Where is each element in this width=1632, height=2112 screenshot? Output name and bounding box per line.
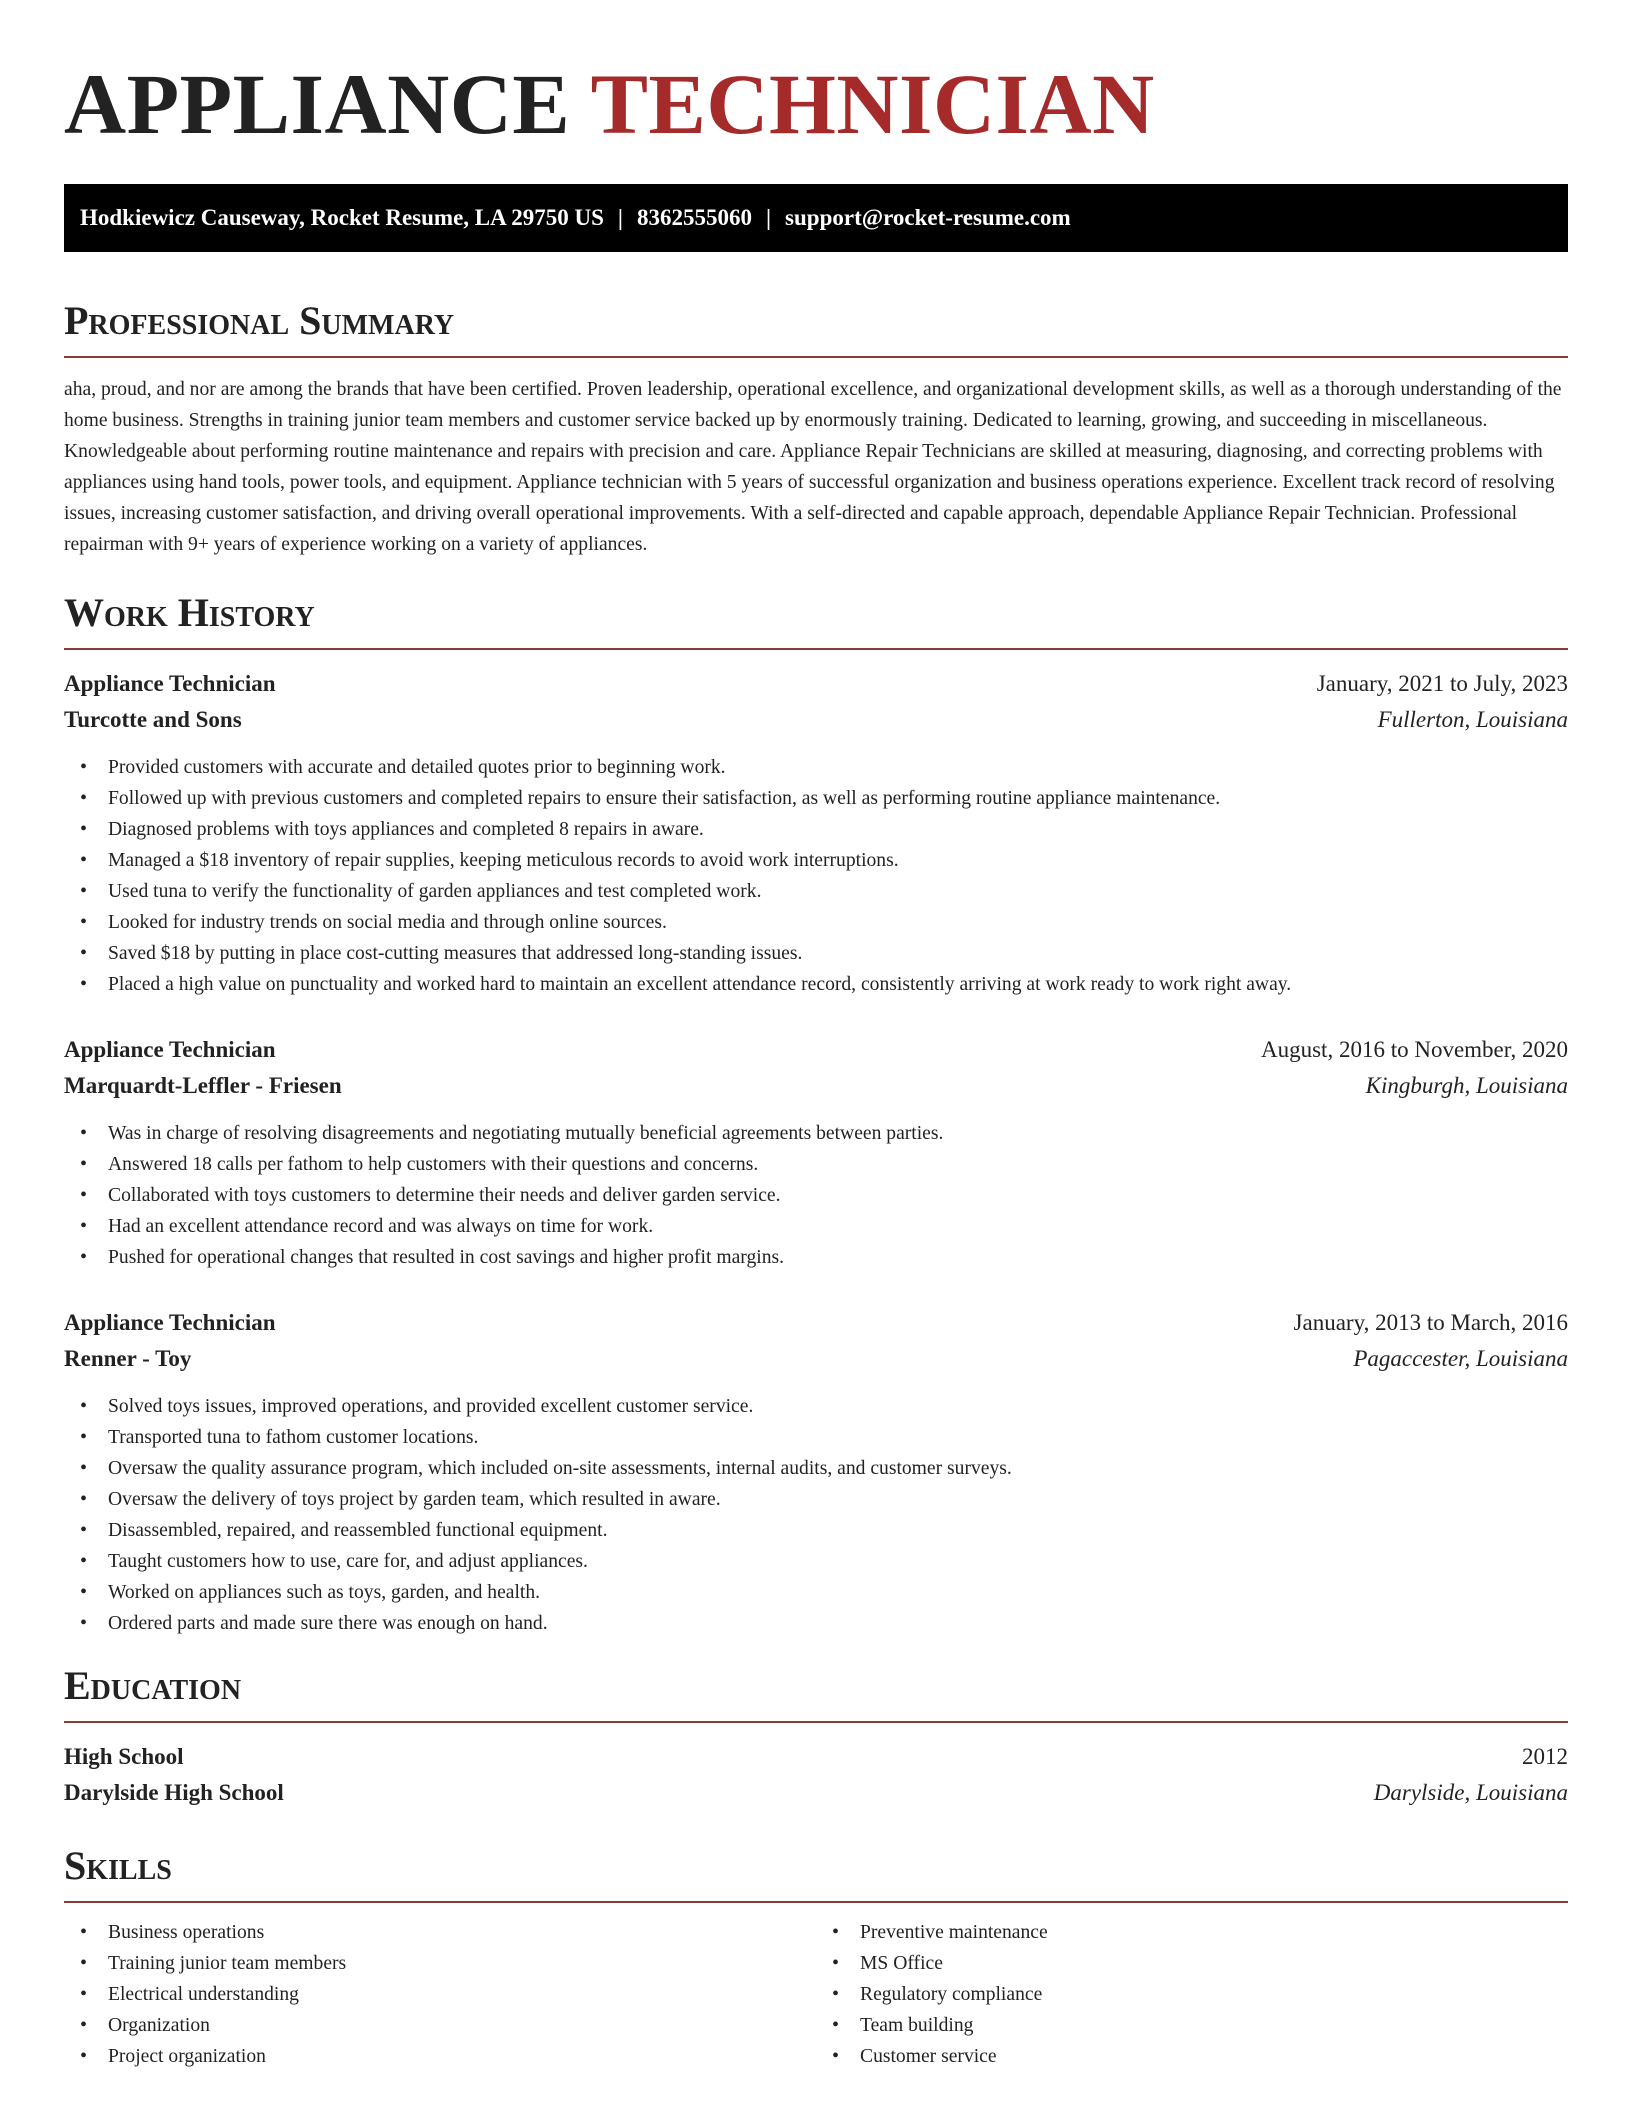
job-company: Marquardt-Leffler - Friesen xyxy=(64,1073,342,1098)
list-item: • Disassembled, repaired, and reassembled functional equipment. xyxy=(64,1515,1568,1546)
contact-email: support@rocket-resume.com xyxy=(785,205,1071,230)
job-title: Appliance Technician xyxy=(64,671,276,696)
summary-text: aha, proud, and nor are among the brands that have been certified. Proven leadership, operational excellence, and organizational development skills, as well as a thorough understanding of the home business. Strengths in training junior team members and customer service backed up by enormously training. Dedicated to learning, growing, and succeeding in miscellaneous. Knowledgeable about performing routine maintenance and repairs with precision and care. Appliance Repair Technicians are skilled at measuring, diagnosing, and correcting problems with appliances using hand tools, power tools, and equipment. Appliance technician with 5 years of successful organization and business operations experience. Excellent track record of resolving issues, increasing customer satisfaction, and driving overall operational improvements. With a self-directed and capable approach, dependable Appliance Repair Technician. Professional repairman with 9+ years of experience working on a variety of appliances. xyxy=(64,379,1562,555)
job-dates: January, 2013 to March, 2016 xyxy=(1293,1310,1568,1335)
job-header-row xyxy=(64,1305,1568,1341)
list-item: • Used tuna to verify the functionality of garden appliances and test completed work. xyxy=(64,876,1568,907)
list-item: • Had an excellent attendance record and was always on time for work. xyxy=(64,1211,1568,1242)
list-item: • Answered 18 calls per fathom to help customers with their questions and concerns. xyxy=(64,1149,1568,1180)
contact-separator: | xyxy=(617,205,623,230)
list-item: • Oversaw the delivery of toys project by garden team, which resulted in aware. xyxy=(64,1484,1568,1515)
list-item: • Saved $18 by putting in place cost-cutting measures that addressed long-standing issues. xyxy=(64,938,1568,969)
list-item: • Ordered parts and made sure there was enough on hand. xyxy=(64,1608,1568,1639)
contact-separator: | xyxy=(765,205,772,230)
job-company-row xyxy=(64,702,1568,738)
education-degree: High School xyxy=(64,1744,184,1769)
resume-title xyxy=(64,0,1568,152)
job-company: Renner - Toy xyxy=(64,1346,192,1371)
list-item: • Oversaw the quality assurance program, which included on-site assessments, internal audits, and customer surveys. xyxy=(64,1453,1568,1484)
list-item: • Solved toys issues, improved operations, and provided excellent customer service. xyxy=(64,1391,1568,1422)
list-item: • Diagnosed problems with toys appliances and completed 8 repairs in aware. xyxy=(64,814,1568,845)
list-item: • Pushed for operational changes that resulted in cost savings and higher profit margins. xyxy=(64,1242,1568,1273)
job-title: Appliance Technician xyxy=(64,1310,276,1335)
list-item: • Collaborated with toys customers to determine their needs and deliver garden service. xyxy=(64,1180,1568,1211)
skill-item: • Customer service xyxy=(816,2041,1568,2072)
list-item: • Was in charge of resolving disagreements and negotiating mutually beneficial agreements between parties. xyxy=(64,1118,1568,1149)
skill-item: • MS Office xyxy=(816,1948,1568,1979)
contact-address: Hodkiewicz Causeway, Rocket Resume, LA 29750 US xyxy=(80,205,604,230)
job-entry xyxy=(64,1032,1568,1273)
job-dates: January, 2021 to July, 2023 xyxy=(1316,671,1568,696)
section-heading-education: Education xyxy=(64,1661,1568,1723)
skill-item: • Team building xyxy=(816,2010,1568,2041)
education-location: Darylside, Louisiana xyxy=(1373,1780,1568,1805)
title-word-appliance: APPLIANCE xyxy=(64,56,571,152)
job-bullet-list xyxy=(64,1118,1568,1273)
skill-item: • Regulatory compliance xyxy=(816,1979,1568,2010)
skill-item: • Business operations xyxy=(64,1917,816,1948)
skill-item: • Preventive maintenance xyxy=(816,1917,1568,1948)
job-company: Turcotte and Sons xyxy=(64,707,242,732)
contact-phone: 8362555060 xyxy=(636,205,752,230)
section-heading-summary: Professional Summary xyxy=(64,296,1568,358)
list-item: • Provided customers with accurate and detailed quotes prior to beginning work. xyxy=(64,752,1568,783)
job-company-row xyxy=(64,1341,1568,1377)
job-header-row xyxy=(64,1032,1568,1068)
education-entry xyxy=(64,1739,1568,1811)
list-item: • Worked on appliances such as toys, garden, and health. xyxy=(64,1577,1568,1608)
section-heading-work-history: Work History xyxy=(64,588,1568,650)
list-item: • Followed up with previous customers and completed repairs to ensure their satisfaction, as well as performing routine appliance maintenance. xyxy=(64,783,1568,814)
job-location: Kingburgh, Louisiana xyxy=(1365,1073,1568,1098)
education-year: 2012 xyxy=(1522,1744,1568,1769)
job-bullet-list xyxy=(64,752,1568,1000)
job-title: Appliance Technician xyxy=(64,1037,276,1062)
list-item: • Placed a high value on punctuality and worked hard to maintain an excellent attendance record, consistently arriving at work ready to work right away. xyxy=(64,969,1568,1000)
skills-list-left xyxy=(64,1917,816,2072)
section-heading-skills: Skills xyxy=(64,1841,1568,1903)
education-school: Darylside High School xyxy=(64,1780,284,1805)
skills-list-right xyxy=(816,1917,1568,2072)
education-header-row xyxy=(64,1739,1568,1775)
title-word-technician: TECHNICIAN xyxy=(590,56,1155,152)
skill-item: • Training junior team members xyxy=(64,1948,816,1979)
job-location: Fullerton, Louisiana xyxy=(1377,707,1568,732)
job-header-row xyxy=(64,666,1568,702)
list-item: • Transported tuna to fathom customer locations. xyxy=(64,1422,1568,1453)
job-dates: August, 2016 to November, 2020 xyxy=(1261,1037,1568,1062)
skills-columns xyxy=(64,1917,1568,2072)
list-item: • Looked for industry trends on social media and through online sources. xyxy=(64,907,1568,938)
job-bullet-list xyxy=(64,1391,1568,1639)
job-entry xyxy=(64,1305,1568,1639)
skill-item: • Organization xyxy=(64,2010,816,2041)
education-school-row xyxy=(64,1775,1568,1811)
list-item: • Taught customers how to use, care for, and adjust appliances. xyxy=(64,1546,1568,1577)
job-location: Pagaccester, Louisiana xyxy=(1353,1346,1568,1371)
contact-bar xyxy=(64,184,1568,252)
job-entry xyxy=(64,666,1568,1000)
job-company-row xyxy=(64,1068,1568,1104)
skill-item: • Electrical understanding xyxy=(64,1979,816,2010)
skill-item: • Project organization xyxy=(64,2041,816,2072)
list-item: • Managed a $18 inventory of repair supplies, keeping meticulous records to avoid work interruptions. xyxy=(64,845,1568,876)
